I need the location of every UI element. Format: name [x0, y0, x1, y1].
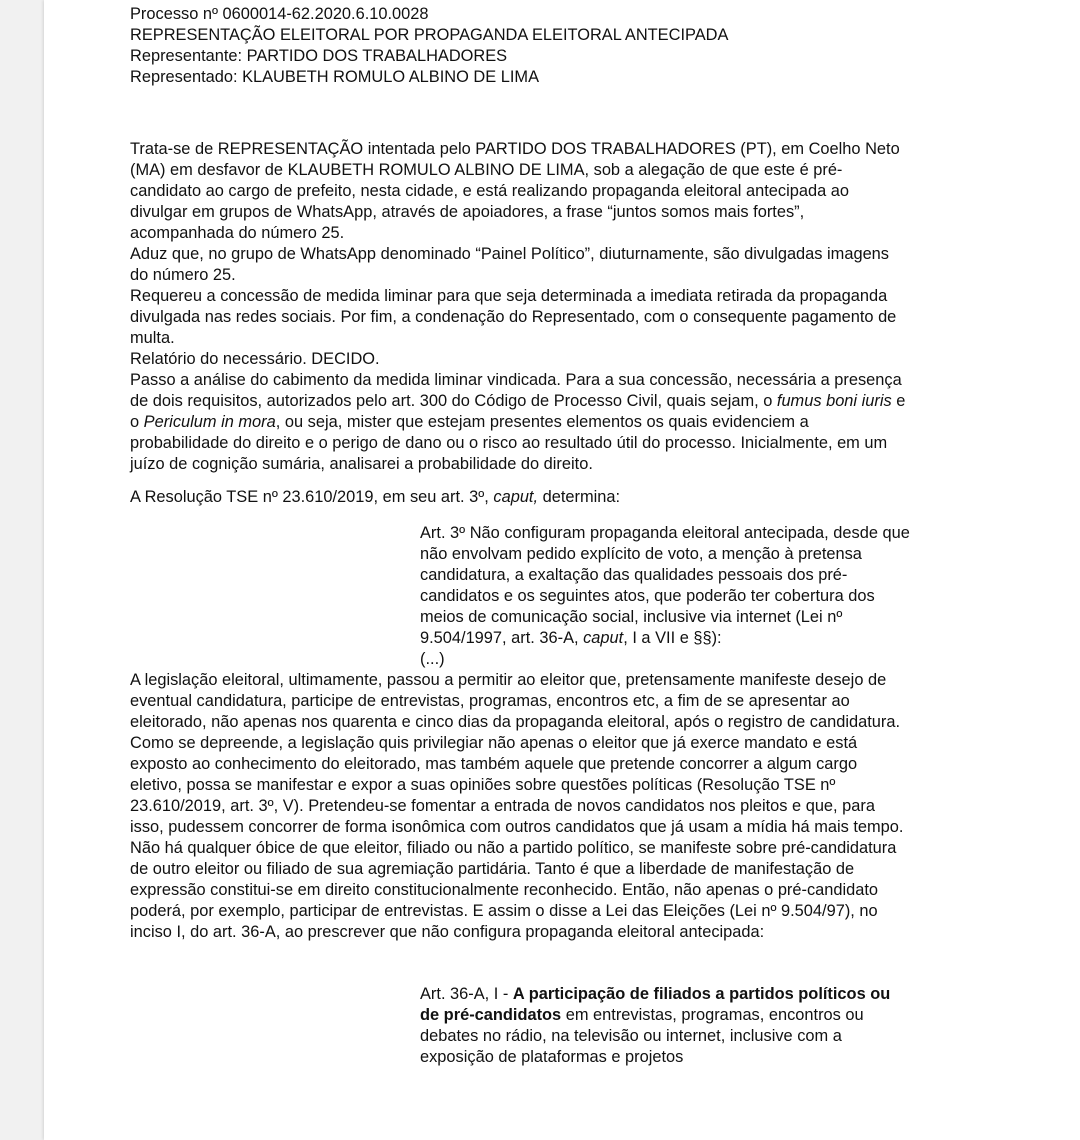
paragraph-legislation: A legislação eleitoral, ultimamente, passou a permitir ao eleitor que, pretensamente manifeste desejo de eventual candidatura, participe de entrevistas, programas, encontros etc, a fim de se apresentar ao eleitorado, não apenas nos quarenta e cinco dias da propaganda eleitoral, após o registro de candidatura. Como se depreende, a legislação quis privilegiar não apenas o eleitor que já exerce mandato e está exposto ao conhecimento do eleitorado, mas também aquele que pretende concorrer a algum cargo eletivo, possa se manifestar e expor a suas opiniões sobre questões políticas (Resolução TSE nº 23.610/2019, art. 3º, V). Pretendeu-se fomentar a entrada de novos candidatos nos pleitos e que, para isso, pudessem concorrer de forma isonômica com outros candidatos que já usam a mídia há mais tempo. [130, 671, 904, 836]
quote-ellipsis: (...) [420, 650, 445, 668]
legal-quote-art3: Art. 3º Não configuram propaganda eleitoral antecipada, desde que não envolvam pedido explícito de voto, a menção à pretensa candidatura, a exaltação das qualidades pessoais dos pré-candidatos e os seguintes atos, que poderão ter cobertura dos meios de comunicação social, inclusive via internet (Lei nº 9.504/1997, art. 36-A, caput, I a VII e §§): (...) [420, 524, 910, 668]
paragraph-summary: Trata-se de REPRESENTAÇÃO intentada pelo PARTIDO DOS TRABALHADORES (PT), em Coelho Neto (MA) em desfavor de KLAUBETH ROMULO ALBINO DE LIMA, sob a alegação de que este é pré-candidato ao cargo de prefeito, nesta cidade, e está realizando propaganda eleitoral antecipada ao divulgar em grupos de WhatsApp, através de apoiadores, a frase “juntos somos mais fortes”, acompanhada do número 25. [130, 140, 900, 242]
paragraph-allegation: Aduz que, no grupo de WhatsApp denominado “Painel Político”, diuturnamente, são divulgadas imagens do número 25. [130, 245, 889, 284]
paragraph-resolution: A Resolução TSE nº 23.610/2019, em seu art. 3º, caput, determina: [130, 488, 621, 506]
paragraph-request: Requereu a concessão de medida liminar para que seja determinada a imediata retirada da propaganda divulgada nas redes sociais. Por fim, a condenação do Representado, com o consequente pagamento de multa. [130, 287, 897, 347]
case-type: REPRESENTAÇÃO ELEITORAL POR PROPAGANDA ELEITORAL ANTECIPADA [130, 26, 729, 44]
case-number: Processo nº 0600014-62.2020.6.10.0028 [130, 5, 429, 23]
case-header [130, 4, 910, 88]
document-page [44, 0, 1080, 1140]
legal-quote-art36a: Art. 36-A, I - A participação de filiados a partidos políticos ou de pré-candidatos em entrevistas, programas, encontros ou debates no rádio, na televisão ou internet, inclusive com a exposição de plataformas e projetos [420, 985, 891, 1066]
paragraph-analysis: Passo a análise do cabimento da medida liminar vindicada. Para a sua concessão, necessária a presença de dois requisitos, autorizados pelo art. 300 do Código de Processo Civil, quais sejam, o fumus boni iuris e o Periculum in mora, ou seja, mister que estejam presentes elementos os quais evidenciem a probabilidade do direito e o perigo de dano ou o risco ao resultado útil do processo. Inicialmente, em um juízo de cognição sumária, analisarei a probabilidade do direito. [130, 371, 906, 473]
plaintiff: Representante: PARTIDO DOS TRABALHADORES [130, 47, 508, 65]
paragraph-freedom: Não há qualquer óbice de que eleitor, filiado ou não a partido político, se manifeste sobre pré-candidatura de outro eleitor ou filiado de sua agremiação partidária. Tanto é que a liberdade de manifestação de expressão constitui-se em direito constitucionalmente reconhecido. Então, não apenas o pré-candidato poderá, por exemplo, participar de entrevistas. E assim o disse a Lei das Eleições (Lei nº 9.504/97), no inciso I, do art. 36-A, ao prescrever que não configura propaganda eleitoral antecipada: [130, 839, 897, 941]
decision-body [130, 139, 910, 1068]
paragraph-report: Relatório do necessário. DECIDO. [130, 350, 380, 368]
defendant: Representado: KLAUBETH ROMULO ALBINO DE LIMA [130, 68, 540, 86]
document-content [130, 0, 910, 1068]
